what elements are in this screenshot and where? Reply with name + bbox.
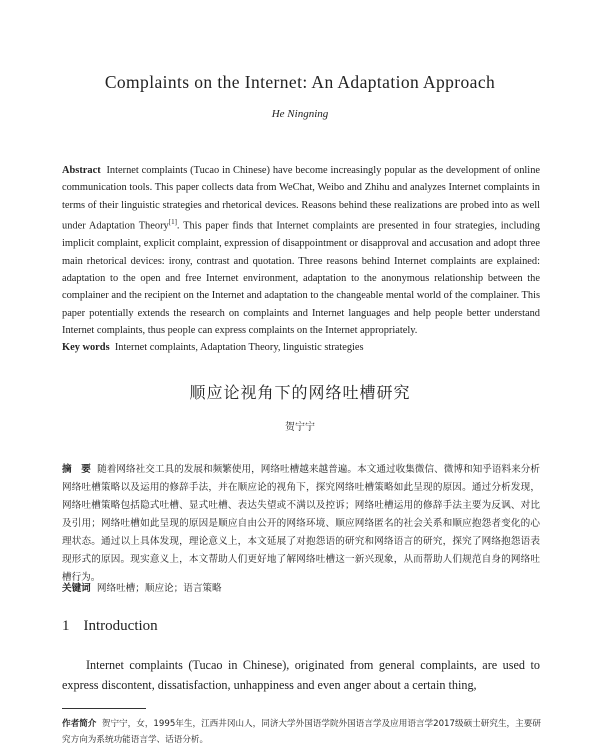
abstract-text: Internet complaints (Tucao in Chinese) have become increasingly popular as the development of online communication tools. This paper collects data from WeChat, Weibo and Zhihu and analyzes Internet complaints in terms of their linguistic strategies and rhetorical devices. Reasons behind these realizations are probed into as well under Adaptation Theory: [62, 165, 540, 232]
chinese-author: 贺宁宁: [285, 422, 315, 433]
chinese-title: 顺应论视角下的网络吐槽研究: [189, 383, 411, 402]
intro-paragraph: Internet complaints (Tucao in Chinese), originated from general complaints, are used to express discontent, dissatisfaction, unhappiness and even anger about a certain thing,: [62, 658, 540, 692]
footnote-label: 作者简介: [62, 719, 97, 729]
keywords-text: Internet complaints, Adaptation Theory, linguistic strategies: [114, 342, 364, 353]
cn-keywords-text: 网络吐槽；顺应论；语言策略: [96, 583, 222, 594]
paper-title: Complaints on the Internet: An Adaptation Approach: [104, 72, 496, 92]
footnote-text: 贺宁宁，女，1995年生，江西井冈山人，同济大学外国语学院外国语言学及应用语言学2017级硕士研究生，主要研究方向为系统功能语言学、话语分析。: [62, 719, 541, 745]
citation: [1]: [168, 218, 177, 227]
author-footnote: [62, 716, 542, 748]
cn-abstract-label: 摘 要: [62, 464, 91, 475]
cn-abstract-text: 随着网络社交工具的发展和频繁使用，网络吐槽越来越普遍。本文通过收集微信、微博和知乎语料来分析网络吐槽策略以及运用的修辞手法，并在顺应论的视角下，探究网络吐槽策略如此呈现的原因。通过分析发现，网络吐槽策略包括隐式吐槽、显式吐槽、表达失望或不满以及控诉；网络吐槽运用的修辞手法主要为反讽、对比及引用；网络吐槽如此呈现的原因是顺应自由公开的网络环境、顺应网络匿名的社会关系和顺应抱怨者变化的心理状态。通过以上具体发现，理论意义上，本文延展了对抱怨语的研究和网络语言的研究，探究了网络抱怨语表现形式的原因。现实意义上，本文帮助人们更好地了解网络吐槽这一新兴现象，从而帮助人们规范自身的网络吐槽行为。: [62, 464, 540, 583]
keywords-label: Key words: [62, 342, 110, 353]
section-title: Introduction: [83, 618, 158, 634]
abstract-en: [62, 162, 540, 340]
footnote-divider: [62, 708, 146, 709]
keywords-en: [62, 342, 364, 353]
keywords-cn: [62, 580, 222, 594]
author-name: He Ningning: [271, 108, 329, 120]
abstract-label: Abstract: [62, 165, 101, 176]
abstract-cn: [62, 461, 540, 587]
cn-keywords-label: 关键词: [62, 583, 91, 594]
abstract-text-2: . This paper finds that Internet complaints are presented in four strategies, including implicit complaint, explicit complaint, expression of disappointment or disapproval and accusation and adopt three main rhetorical devices: irony, contrast and quotation. Three reasons behind Internet complaints are explained: adaptation to the open and free Internet environment, adaptation to the anonymous relationship between the complainer and the recipient on the Internet and adaptation to the changeable mental world of the complainer. This paper potentially extends the research on complaints and Internet languages and help people better understand Internet complaints, thus people can express complaints on the Internet appropriately.: [62, 220, 540, 337]
section-number: 1: [62, 618, 70, 634]
section-heading: [62, 618, 158, 635]
